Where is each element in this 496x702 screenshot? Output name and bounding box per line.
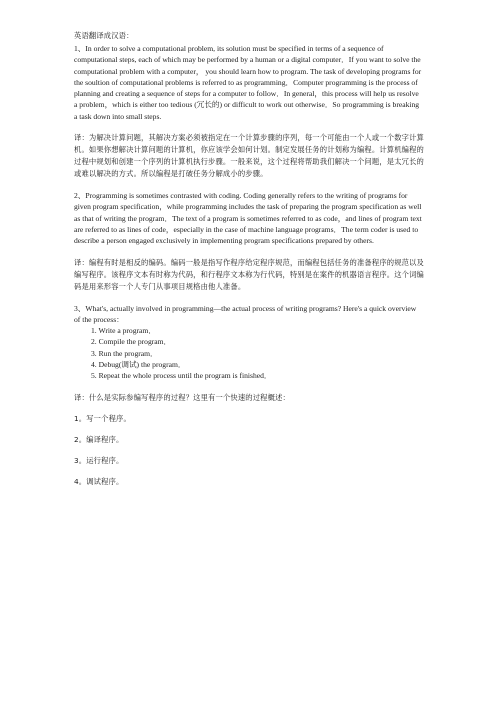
english-step: 5. Repeat the whole process until the program is finished． xyxy=(91,371,272,381)
paragraph-2-translation: 译：编程有时是相反的编码。编码一般是指写作程序给定程序规范，而编程包括任务的准备程序的规范以及编写程序。该程序文本有时称为代码，和行程序文本称为行代码，特别是在案件的机器语言程序。这个词编码是用来形容一个人专门从事项目规格由他人准备。 xyxy=(74,257,424,291)
chinese-step: 1。写一个程序。 xyxy=(74,413,131,423)
chinese-step: 4。调试程序。 xyxy=(74,476,124,486)
paragraph-3-translation: 译：什么是实际参编写程序的过程？这里有一个快速的过程概述： xyxy=(74,392,290,402)
english-step: 2. Compile the program． xyxy=(91,337,172,347)
english-step-list xyxy=(74,325,424,381)
paragraph-1-translation: 译：为解决计算问题，其解决方案必须被指定在一个计算步骤的序列，每一个可能由一个人或一个数字计算机。如果你想解决计算问题的计算机，你应该学会如何计划。制定发展任务的计划称为编程。计算机编程的过程中规划和创建一个序列的计算机执行步骤。一般来说，这个过程将帮助我们解决一个问题，是太冗长的或难以解决的方式。所以编程是打破任务分解成小的步骤。 xyxy=(74,133,424,179)
paragraph-1-english: 1、In order to solve a computational problem, its solution must be specified in terms of a sequence of computational steps, each of which may be performed by a human or a digital computer．If you want to solve the computational problem with a computer， you should learn how to program. The task of developing programs for the soultion of computational problems is referred to as programming．Computer programming is the process of planning and creating a sequence of steps for a computer to follow．In general，this process will help us resolve a problem，which is either too tedious (冗长的) or difficult to work out otherwise．So programming is breaking a task down into small steps. xyxy=(74,44,422,121)
english-step: 1. Write a program． xyxy=(91,326,156,336)
paragraph-3-english: 3、What's, actually involved in programming—the actual process of writing programs? Here's a quick overview of the process： xyxy=(74,303,417,324)
paragraph-2-english: 2、Programming is sometimes contrasted with coding. Coding generally refers to the writing of programs for given program specification，while programming includes the task of preparing the program specification as well as that of writing the program．The text of a program is sometimes referred to as code，and lines of program text are referred to as lines of code，especially in the case of machine language programs．The term coder is used to describe a person engaged exclusively in implementing program specifications prepared by others. xyxy=(74,191,422,246)
document-heading: 英语翻译成汉语： xyxy=(74,31,134,40)
english-step: 3. Run the program． xyxy=(91,348,158,358)
english-step: 4. Debug(调试) the program． xyxy=(91,360,186,370)
chinese-step: 3。运行程序。 xyxy=(74,455,124,465)
chinese-step: 2。编译程序。 xyxy=(74,434,124,444)
